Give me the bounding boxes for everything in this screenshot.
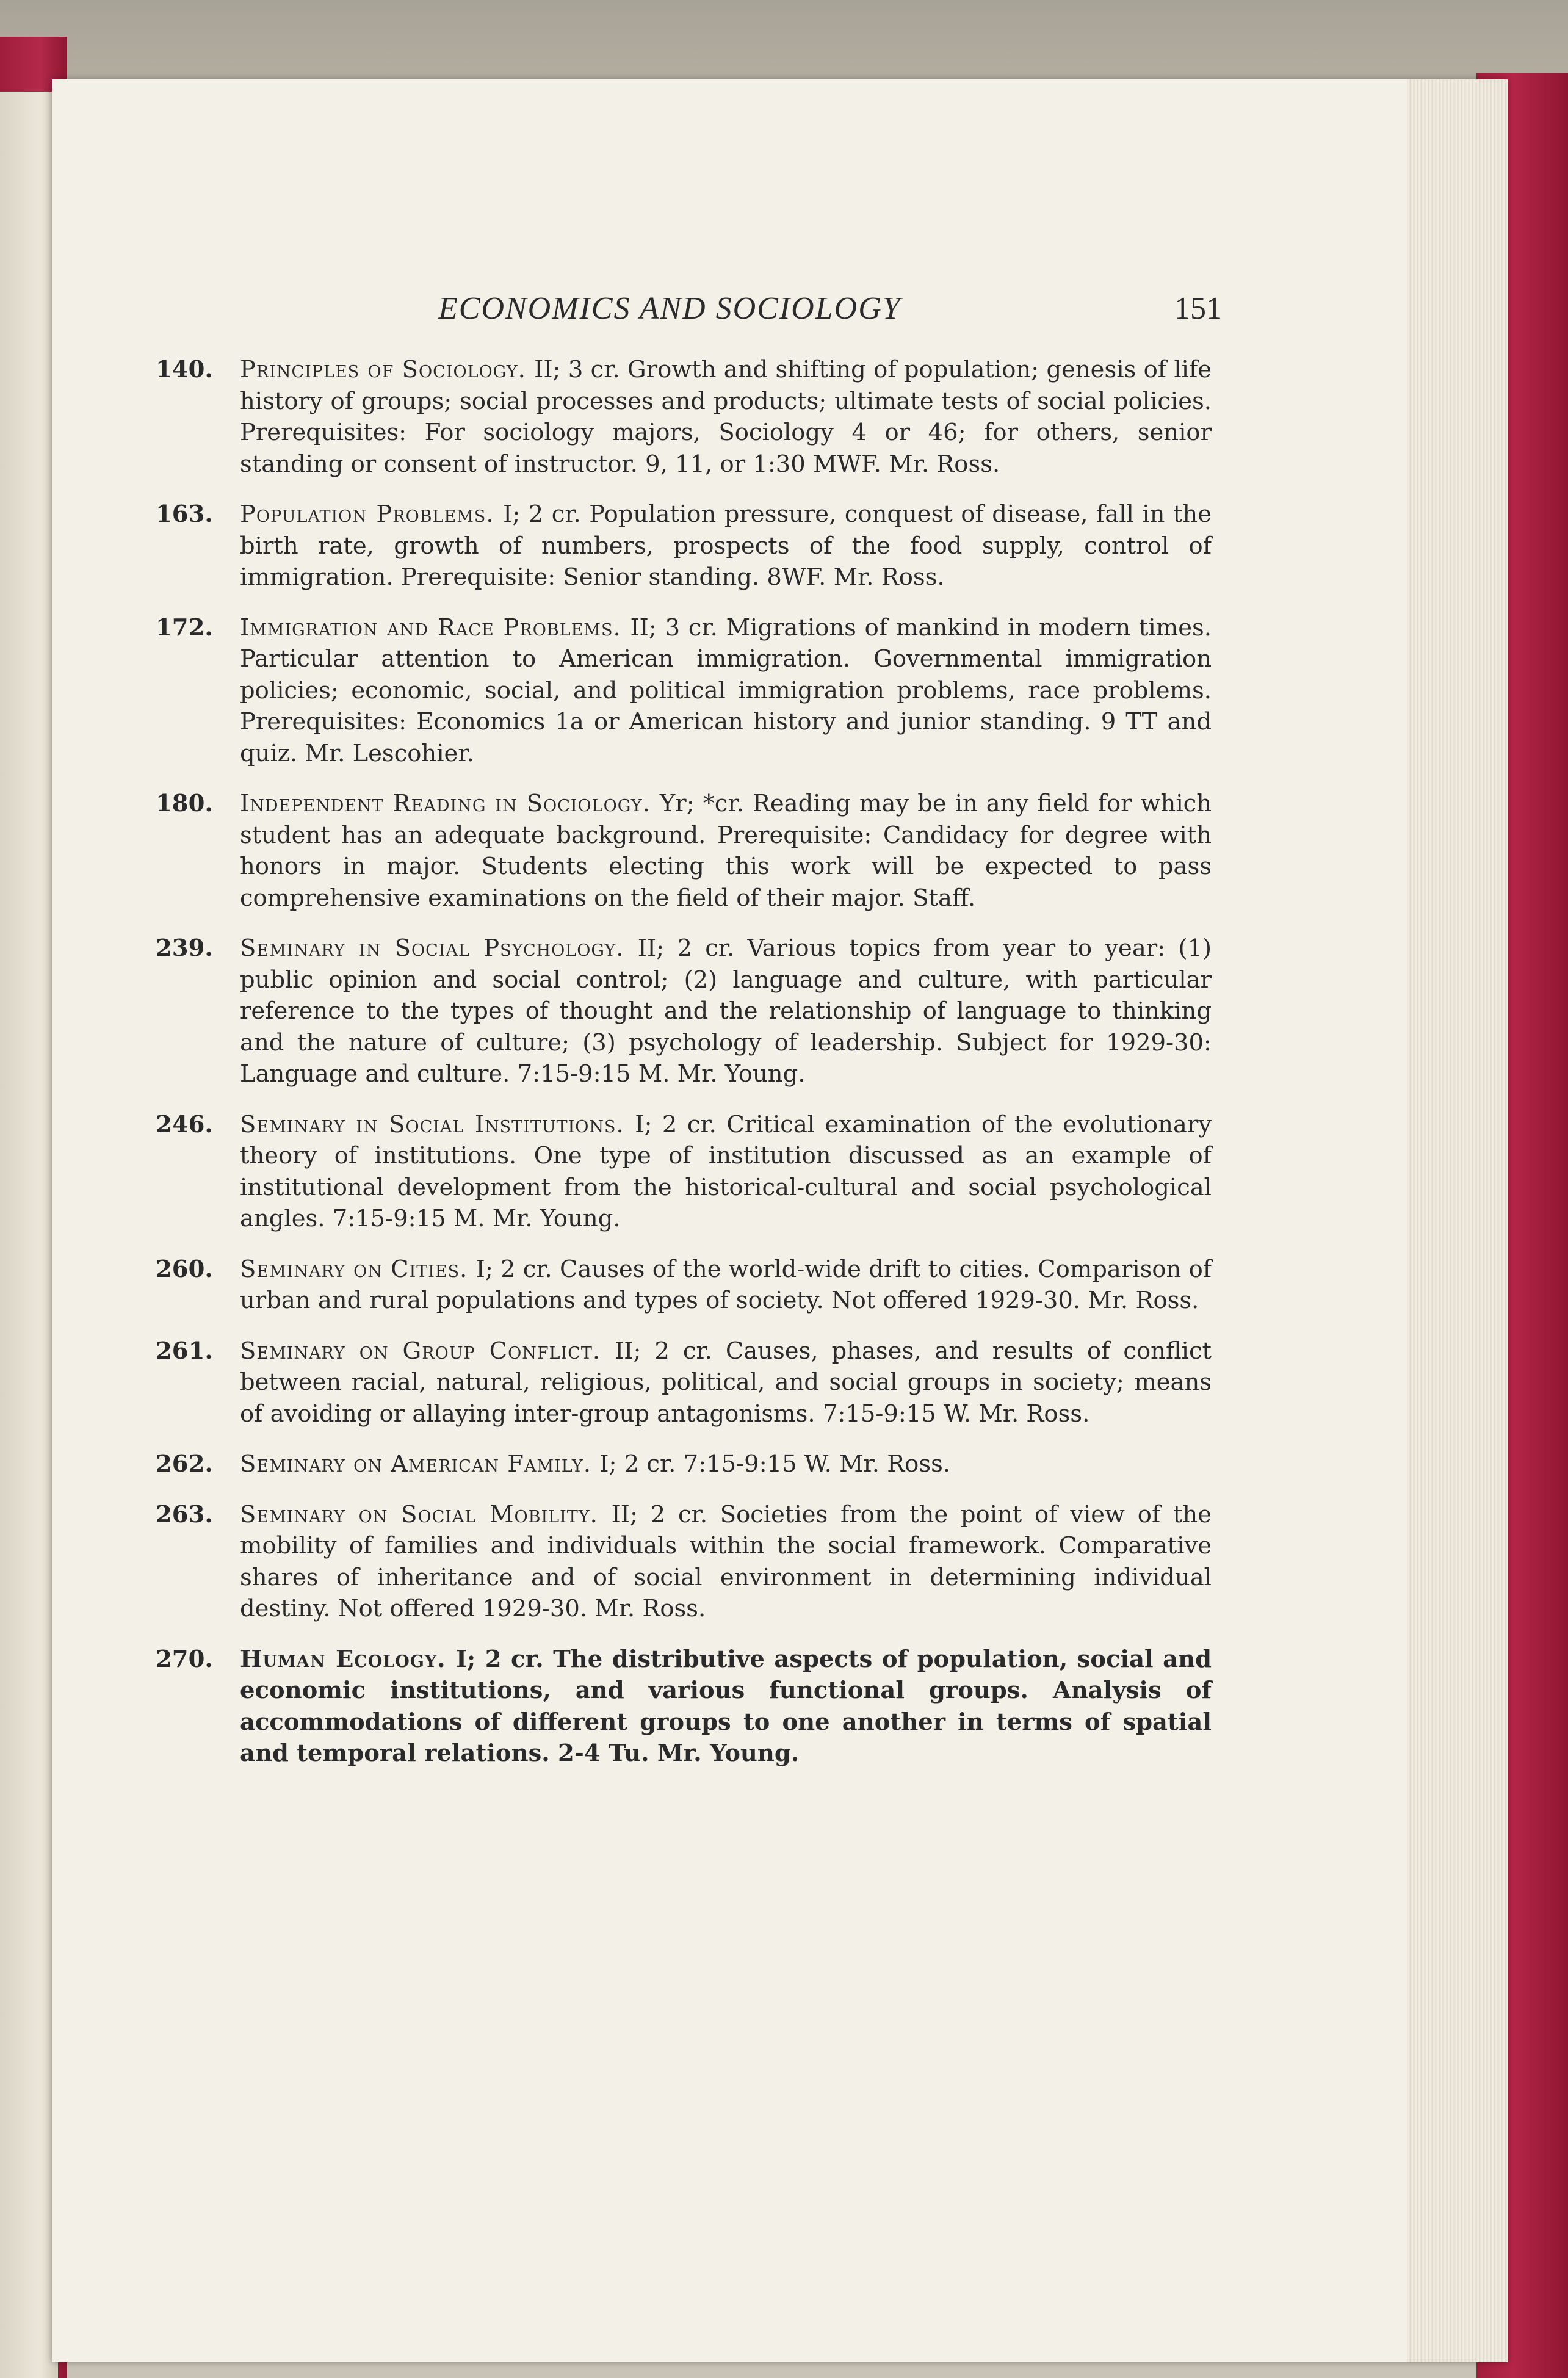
course-number: 270.: [156, 1645, 213, 1673]
course-entry-260: [156, 1254, 1212, 1317]
course-number: 140.: [156, 356, 213, 383]
course-entry-180: [156, 788, 1212, 914]
course-description: Yr; *cr. Reading may be in any field for which student has an adequate background. Prerequisite: Candidacy for degree with honors in major. Students electing this work will be expected to pass comprehensive examinations on the field of their major. Staff.: [240, 790, 1212, 912]
course-entry-239: [156, 933, 1212, 1090]
course-entry-246: [156, 1109, 1212, 1235]
course-number: 246.: [156, 1110, 213, 1138]
left-page-edge: [0, 92, 58, 2378]
course-description: I; 2 cr. Population pressure, conquest of disease, fall in the birth rate, growth of numbers, prospects of the food supply, control of immigration. Prerequisite: Senior standing. 8WF. Mr. Ross.: [240, 501, 1212, 591]
course-title: Independent Reading in Sociology.: [240, 790, 660, 817]
course-number: 172.: [156, 613, 213, 641]
course-title: Principles of Sociology.: [240, 356, 535, 383]
course-number: 163.: [156, 501, 213, 528]
course-entry-140: [156, 354, 1212, 480]
course-title: Seminary in Social Institutions.: [240, 1110, 635, 1138]
course-title: Human Ecology.: [240, 1645, 457, 1673]
course-description: II; 2 cr. Various topics from year to year: (1) public opinion and social control; (2) language and culture, with particular reference to the types of thought and the relationship of language to thinking and the nature of culture; (3) psychology of leadership. Subject for 1929-30: Language and culture. 7:15-9:15 M. Mr. Young.: [240, 934, 1212, 1088]
course-title: Seminary on Group Conflict.: [240, 1337, 615, 1365]
course-description: II; 3 cr. Growth and shifting of population; genesis of life history of groups; social processes and products; ultimate tests of social policies. Prerequisites: For sociology majors, Sociology 4 or 46; for others, senior standing or consent of instructor. 9, 11, or 1:30 MWF. Mr. Ross.: [240, 356, 1212, 478]
course-entry-261: [156, 1335, 1212, 1430]
course-title: Seminary in Social Psychology.: [240, 934, 638, 962]
course-description: II; 2 cr. Societies from the point of view of the mobility of families and individuals within the social framework. Comparative shares of inheritance and of social environment in determining individual destiny. Not offered 1929-30. Mr. Ross.: [240, 1500, 1212, 1622]
course-entry-263: [156, 1499, 1212, 1625]
course-entry-262: [156, 1448, 1212, 1480]
course-description: I; 2 cr. Causes of the world-wide drift to cities. Comparison of urban and rural populations and types of society. Not offered 1929-30. Mr. Ross.: [240, 1255, 1212, 1314]
course-number: 239.: [156, 934, 213, 962]
course-description: II; 2 cr. Causes, phases, and results of conflict between racial, natural, religious, political, and social groups in society; means of avoiding or allaying inter-group antagonisms. 7:15-9:15 W. Mr. Ross.: [240, 1337, 1212, 1428]
course-number: 263.: [156, 1500, 213, 1528]
course-title: Seminary on American Family.: [240, 1450, 600, 1478]
course-number: 261.: [156, 1337, 213, 1365]
course-description: I; 2 cr. The distributive aspects of population, social and economic institutions, and various functional groups. Analysis of accommodations of different groups to one another in terms of spatial and temporal relations. 2-4 Tu. Mr. Young.: [240, 1645, 1212, 1767]
course-number: 262.: [156, 1450, 213, 1478]
course-title: Immigration and Race Problems.: [240, 613, 630, 641]
course-entry-270: [156, 1644, 1212, 1769]
course-description: II; 3 cr. Migrations of mankind in modern times. Particular attention to American immigration. Governmental immigration policies; economic, social, and political immigration problems, race problems. Prerequisites: Economics 1a or American history and junior standing. 9 TT and quiz. Mr. Lescohier.: [240, 613, 1212, 767]
course-description: I; 2 cr. 7:15-9:15 W. Mr. Ross.: [599, 1450, 951, 1478]
page-title: ECONOMICS AND SOCIOLOGY: [438, 291, 901, 326]
course-entry-163: [156, 499, 1212, 593]
course-description: I; 2 cr. Critical examination of the evolutionary theory of institutions. One type of institution discussed as an example of institutional development from the historical-cultural and social psychological angles. 7:15-9:15 M. Mr. Young.: [240, 1110, 1212, 1232]
course-title: Seminary on Cities.: [240, 1255, 476, 1283]
course-number: 260.: [156, 1255, 213, 1283]
course-number: 180.: [156, 790, 213, 817]
course-entry-172: [156, 612, 1212, 770]
course-title: Population Problems.: [240, 501, 504, 528]
course-list: [156, 354, 1212, 1788]
course-title: Seminary on Social Mobility.: [240, 1500, 612, 1528]
page-number: 151: [1174, 291, 1222, 326]
running-header: [183, 286, 1245, 334]
page-edges: [1406, 79, 1508, 2362]
